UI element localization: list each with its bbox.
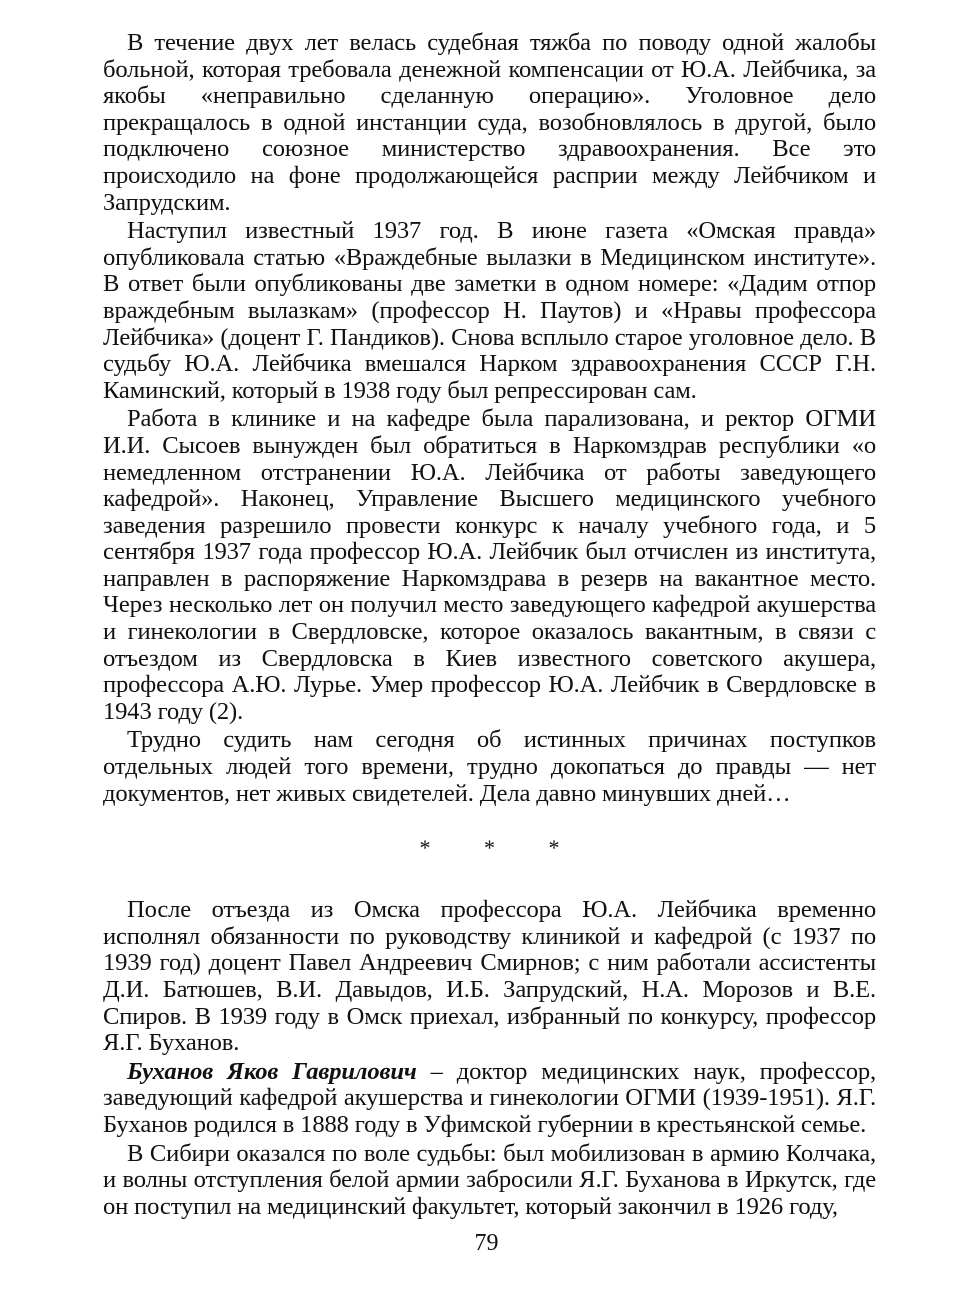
- section-separator: * * *: [419, 835, 584, 861]
- biography-text: – доктор медицинских наук, профессор, заведующий кафедрой акушерства и гинекологии ОГМИ (1939-1951). Я.Г. Буханов родился в 1888 году в Уфимской губернии в крестьянской семье.: [103, 1057, 876, 1138]
- page-body: [103, 30, 876, 1220]
- page-number: 79: [474, 1230, 499, 1256]
- section-gap: [103, 861, 876, 897]
- paragraph-biography: [103, 1059, 876, 1139]
- paragraph-dismissal: Работа в клинике и на кафедре была парализована, и ректор ОГМИ И.И. Сысоев вынужден был обратиться в Наркомздрав республики «о немедленном отстранении Ю.А. Лейбчика от работы заведующего кафедрой». Наконец, Управление Высшего медицинского учебного заведения разрешило провести конкурс к началу учебного года, и 5 сентября 1937 года профессор Ю.А. Лейбчик был отчислен из института, направлен в распоряжение Наркомздрава в резерв на вакантное место. Через несколько лет он получил место заведующего кафедрой акушерства и гинекологии в Свердловске, которое оказалось вакантным, в связи с отъездом из Свердловска в Киев известного советского акушера, профессора А.Ю. Лурье. Умер профессор Ю.А. Лейбчик в Свердловске в 1943 году (2).: [103, 405, 876, 725]
- paragraph-lawsuit: В течение двух лет велась судебная тяжба по поводу одной жалобы больной, которая требовала денежной компенсации от Ю.А. Лейбчика, за якобы «неправильно сделанную операцию». Уголовное дело прекращалось в одной инстанции суда, возобновлялось в другой, было подключено союзное министерство здравоохранения. Все это происходило на фоне продолжающейся расприи между Лейбчиком и Запрудским.: [103, 29, 876, 216]
- paragraph-1937: Наступил известный 1937 год. В июне газета «Омская правда» опубликовала статью «Враждебные вылазки в Медицинском институте». В ответ были опубликованы две заметки в одном номере: «Дадим отпор враждебным вылазкам» (профессор Н. Паутов) и «Нравы профессора Лейбчика» (доцент Г. Пандиков). Снова всплыло старое уголовное дело. В судьбу Ю.А. Лейбчика вмешался Нарком здравоохранения СССР Г.Н. Каминский, который в 1938 году был репрессирован сам.: [103, 217, 876, 404]
- biography-name: Буханов Яков Гаврилович: [127, 1057, 417, 1085]
- paragraph-smirnov: После отъезда из Омска профессора Ю.А. Лейбчика временно исполнял обязанности по руководству клиникой и кафедрой (с 1937 по 1939 год) доцент Павел Андреевич Смирнов; с ним работали ассистенты Д.И. Батюшев, В.И. Давыдов, И.Б. Запрудский, Н.А. Морозов и В.Е. Спиров. В 1939 году в Омск приехал, избранный по конкурсу, профессор Я.Г. Буханов.: [103, 896, 876, 1057]
- paragraph-reflection: Трудно судить нам сегодня об истинных причинах поступков отдельных людей того времени, трудно докопаться до правды — нет документов, нет живых свидетелей. Дела давно минувших дней…: [103, 726, 876, 807]
- paragraph-siberia: В Сибири оказался по воле судьбы: был мобилизован в армию Колчака, и волны отступления белой армии забросили Я.Г. Буханова в Иркутск, где он поступил на медицинский факультет, который закончил в 1926 году,: [103, 1139, 876, 1220]
